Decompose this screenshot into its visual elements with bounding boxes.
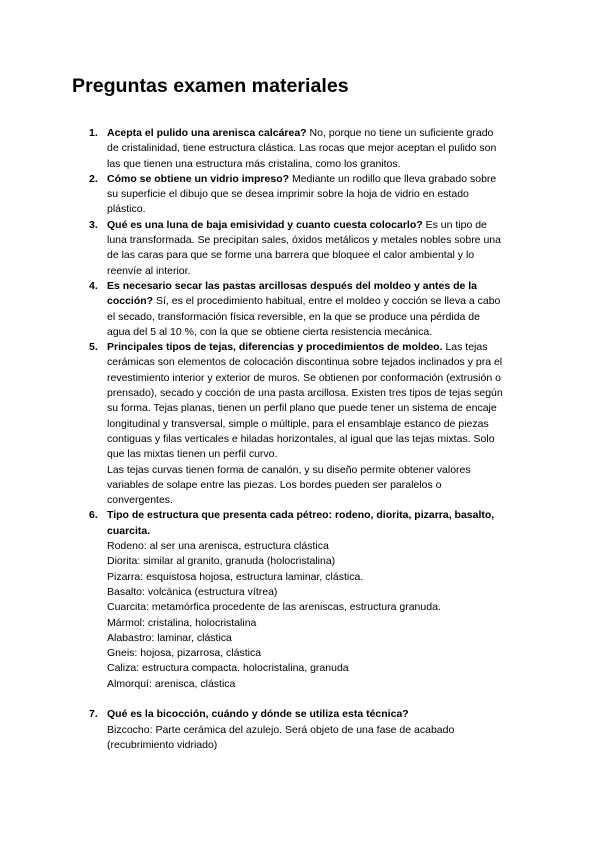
answer-line: prensado), secado y cocción de una pasta arcillosa. Existen tres tipos de tejas según — [107, 387, 503, 400]
answer-line: el secado, transformación física reversible, en la que se produce una pérdida de — [107, 310, 480, 323]
question-text: cuarcita. — [107, 524, 151, 537]
question-text: Principales tipos de tejas, diferencias y procedimientos de moldeo. — [107, 341, 443, 354]
answer-line: de cristalinidad, tiene estructura clástica. Las rocas que mejor aceptan el pulido son — [107, 142, 497, 155]
question-number: 3. — [89, 218, 98, 231]
answer-line: Las tejas curvas tienen forma de canalón, y su diseño permite obtener valores — [107, 463, 471, 476]
answer-line: de las caras para que se forme una barrera que bloquee el calor ambiental y lo — [107, 249, 475, 262]
question-line — [107, 172, 527, 187]
answer-line: Caliza: estructura compacta. holocristalina, granuda — [107, 662, 349, 675]
question-number: 6. — [89, 509, 98, 522]
question-item — [89, 340, 527, 508]
answer-line: Gneis: hojosa, pizarrosa, clástica — [107, 647, 262, 660]
answer-line: longitudinal y transversal, simple o múltiple, para el ensamblaje estanco de piezas — [107, 417, 489, 430]
answer-line: cerámicas son elementos de colocación discontinua sobre tejados inclinados y pra el — [107, 356, 503, 369]
answer-line: revestimiento interior y exterior de muros. Se obtienen por conformación (extrusión o — [107, 371, 501, 384]
question-list — [89, 126, 527, 753]
question-number: 7. — [89, 708, 98, 721]
question-text: cocción? — [107, 295, 154, 308]
answer-line: Almorquí: arenisca, clástica — [107, 677, 236, 690]
question-text: Tipo de estructura que presenta cada pétreo: rodeno, diorita, pizarra, basalto, — [107, 509, 495, 522]
question-text: Es necesario secar las pastas arcillosas después del moldeo y antes de la — [107, 279, 478, 292]
answer-line: luna transformada. Se precipitan sales, óxidos metálicos y metales nobles sobre una — [107, 234, 501, 247]
question-item — [89, 707, 527, 753]
answer-line: Alabastro: laminar, clástica — [107, 631, 232, 644]
answer-line: agua del 5 al 10 %, con la que se obtiene cierta resistencia mecánica. — [107, 325, 433, 338]
answer-text: No, porque no tiene un suficiente grado — [306, 127, 494, 139]
answer-text: Las tejas — [442, 341, 488, 354]
question-text: Qué es una luna de baja emisividad y cuanto cuesta colocarlo? — [107, 218, 423, 231]
question-number: 4. — [89, 279, 98, 292]
question-text: Acepta el pulido una arenisca calcárea? — [107, 127, 307, 139]
question-line — [107, 340, 527, 355]
question-line — [107, 126, 527, 141]
answer-line: Diorita: similar al granito, granuda (holocristalina) — [107, 555, 336, 568]
answer-line: Mármol: cristalina, holocristalina — [107, 616, 257, 629]
answer-line: variables de solape entre las piezas. Los bordes pueden ser paralelos o — [107, 478, 442, 491]
question-item — [89, 218, 527, 279]
answer-line: plástico. — [107, 203, 146, 216]
answer-line: su superficie el dibujo que se desea imprimir sobre la hoja de vidrio en estado — [107, 188, 469, 201]
question-text: Cómo se obtiene un vidrio impreso? — [107, 172, 290, 185]
answer-line: convergentes. — [107, 494, 173, 507]
answer-text: Sí, es el procedimiento habitual, entre el moldeo y cocción se lleva a cabo — [153, 295, 501, 308]
question-line — [107, 218, 527, 233]
question-line — [107, 294, 527, 309]
answer-text: Es un tipo de — [422, 218, 487, 231]
question-text: Qué es la bicocción, cuándo y dónde se utiliza esta técnica? — [107, 708, 409, 721]
page-title: Preguntas examen materiales — [72, 75, 349, 97]
question-number: 2. — [89, 172, 98, 185]
answer-line: contiguas y filas verticales e hiladas horizontales, al igual que las tejas mixtas. Solo — [107, 432, 495, 445]
answer-line: (recubrimiento vidriado) — [107, 738, 218, 751]
question-item — [89, 279, 527, 340]
answer-line: reenvíe al interior. — [107, 264, 191, 277]
question-number: 5. — [89, 341, 98, 354]
answer-line: Basalto: volcánica (estructura vítrea) — [107, 585, 278, 598]
answer-line: Cuarcita: metamórfica procedente de las areniscas, estructura granuda. — [107, 601, 441, 614]
answer-line: que las mixtas tienen un perfil curvo. — [107, 448, 278, 461]
answer-line: Bizcocho: Parte cerámica del azulejo. Será objeto de una fase de acabado — [107, 723, 455, 736]
question-item — [89, 126, 527, 172]
answer-line: Pizarra: esquistosa hojosa, estructura laminar, clástica. — [107, 570, 364, 583]
question-number: 1. — [89, 127, 98, 139]
answer-text: Mediante un rodillo que lleva grabado sobre — [289, 172, 497, 185]
question-item — [89, 172, 527, 218]
spacer — [107, 692, 527, 707]
answer-line: Rodeno: al ser una arenisca, estructura clástica — [107, 540, 329, 553]
answer-line: su forma. Tejas planas, tienen un perfil plano que puede tener un sistema de encaje — [107, 402, 497, 415]
question-item — [89, 508, 527, 707]
answer-line: las que tienen una estructura más cristalina, como los granitos. — [107, 157, 401, 170]
